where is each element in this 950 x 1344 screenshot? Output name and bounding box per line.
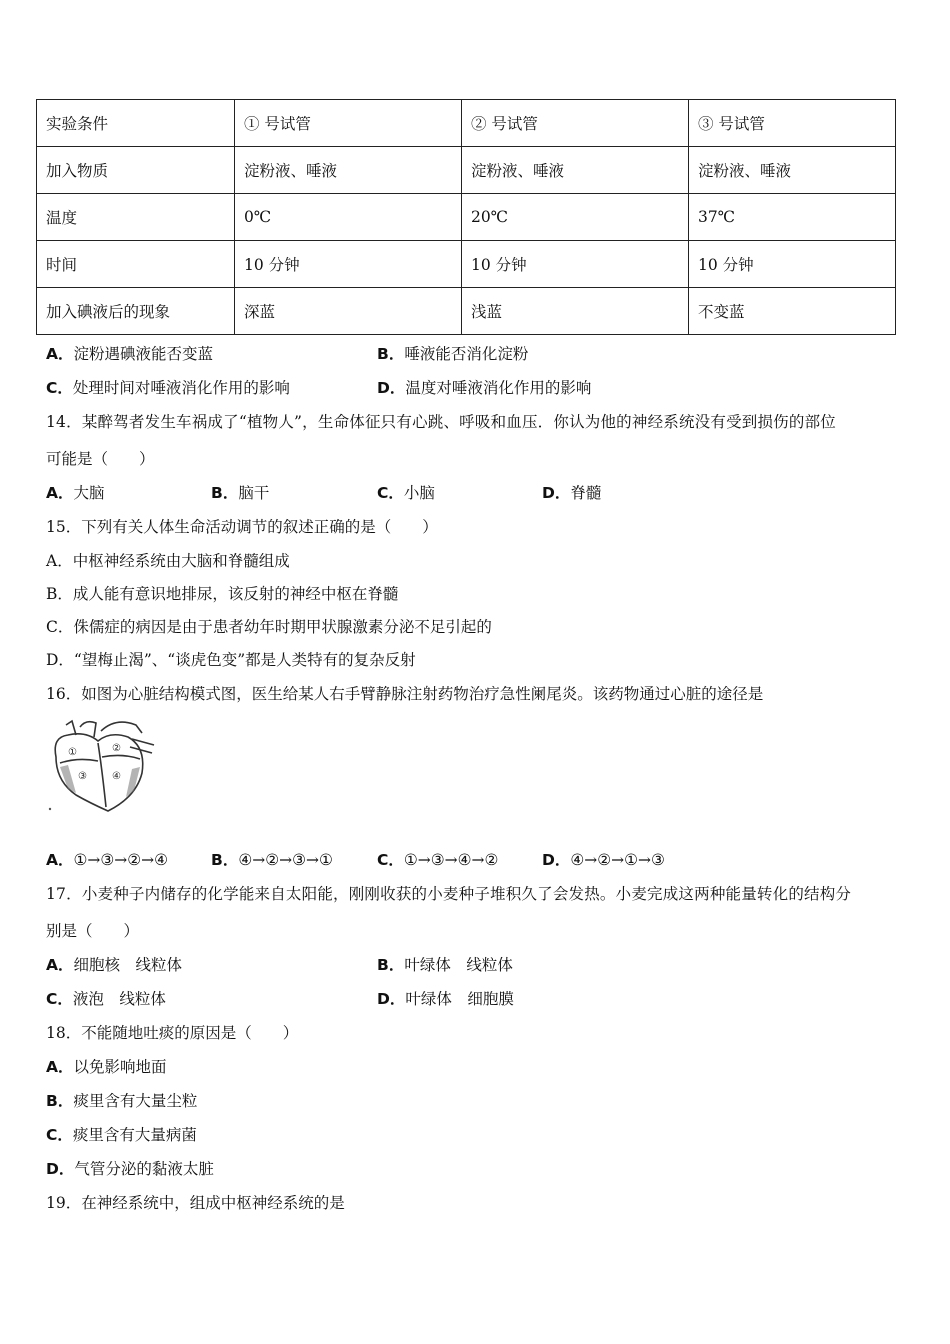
q18-option-c: C．痰里含有大量病菌 xyxy=(46,1126,197,1144)
table-cell: 淀粉液、唾液 xyxy=(462,147,689,194)
table-cell: 淀粉液、唾液 xyxy=(235,147,462,194)
table-cell: 温度 xyxy=(37,194,235,241)
experiment-table xyxy=(36,99,896,335)
heart-label-1: ① xyxy=(68,747,77,758)
table-cell: 10 分钟 xyxy=(689,241,896,288)
table-cell: 不变蓝 xyxy=(689,288,896,335)
q14-option-a: A．大脑 xyxy=(46,484,105,502)
q13-option-b: B．唾液能否消化淀粉 xyxy=(377,345,529,363)
q18-option-d: D．气管分泌的黏液太脏 xyxy=(46,1160,214,1178)
heart-label-4: ④ xyxy=(112,771,121,782)
q17-stem-line1: 17．小麦种子内储存的化学能来自太阳能，刚刚收获的小麦种子堆积久了会发热。小麦完成这两种能量转化的结构分 xyxy=(46,885,852,903)
heart-outline xyxy=(55,721,154,811)
table-cell: 深蓝 xyxy=(235,288,462,335)
table-cell: 0℃ xyxy=(235,194,462,241)
q17-option-d: D．叶绿体 细胞膜 xyxy=(377,990,514,1008)
table-cell: 实验条件 xyxy=(37,100,235,147)
table-cell: 10 分钟 xyxy=(235,241,462,288)
q17-option-c: C．液泡 线粒体 xyxy=(46,990,166,1008)
table-cell: 时间 xyxy=(37,241,235,288)
table-cell: 20℃ xyxy=(462,194,689,241)
q15-stem: 15．下列有关人体生命活动调节的叙述正确的是（ ） xyxy=(46,518,438,536)
q14-option-d: D．脊髓 xyxy=(542,484,602,502)
q14-stem-line2: 可能是（ ） xyxy=(46,450,155,468)
table-cell: 浅蓝 xyxy=(462,288,689,335)
table-row xyxy=(37,241,896,288)
q16-option-a: A．①→③→②→④ xyxy=(46,851,169,869)
table-cell: ③ 号试管 xyxy=(689,100,896,147)
table-cell: ② 号试管 xyxy=(462,100,689,147)
q18-stem: 18．不能随地吐痰的原因是（ ） xyxy=(46,1024,299,1042)
q15-option-a: A．中枢神经系统由大脑和脊髓组成 xyxy=(46,552,290,570)
q18-option-b: B．痰里含有大量尘粒 xyxy=(46,1092,198,1110)
table-row xyxy=(37,147,896,194)
q19-stem: 19．在神经系统中，组成中枢神经系统的是 xyxy=(46,1194,345,1212)
q13-option-c: C．处理时间对唾液消化作用的影响 xyxy=(46,379,290,397)
q17-option-a: A．细胞核 线粒体 xyxy=(46,956,183,974)
q16-option-c: C．①→③→④→② xyxy=(377,851,499,869)
table-cell: 10 分钟 xyxy=(462,241,689,288)
table-cell: 37℃ xyxy=(689,194,896,241)
table-header-row xyxy=(37,100,896,147)
dot-mark xyxy=(49,808,51,810)
q14-option-c: C．小脑 xyxy=(377,484,435,502)
table-cell: 加入碘液后的现象 xyxy=(37,288,235,335)
q15-option-d: D．“望梅止渴”、“谈虎色变”都是人类特有的复杂反射 xyxy=(46,651,416,669)
q17-stem-line2: 别是（ ） xyxy=(46,922,140,940)
q18-option-a: A．以免影响地面 xyxy=(46,1058,167,1076)
q16-stem: 16．如图为心脏结构模式图，医生给某人右手臂静脉注射药物治疗急性阑尾炎。该药物通过心脏的途径是 xyxy=(46,685,764,703)
heart-diagram xyxy=(46,717,161,817)
table-row xyxy=(37,194,896,241)
q16-option-b: B．④→②→③→① xyxy=(211,851,333,869)
heart-label-3: ③ xyxy=(78,771,87,782)
table-cell: 淀粉液、唾液 xyxy=(689,147,896,194)
table-cell: 加入物质 xyxy=(37,147,235,194)
heart-label-2: ② xyxy=(112,743,121,754)
q14-option-b: B．脑干 xyxy=(211,484,270,502)
table-cell: ① 号试管 xyxy=(235,100,462,147)
q13-option-d: D．温度对唾液消化作用的影响 xyxy=(377,379,592,397)
q15-option-b: B．成人能有意识地排尿，该反射的神经中枢在脊髓 xyxy=(46,585,399,603)
heart-labels xyxy=(68,743,121,782)
q14-stem-line1: 14．某醉驾者发生车祸成了“植物人”，生命体征只有心跳、呼吸和血压．你认为他的神经系统没有受到损伤的部位 xyxy=(46,413,836,431)
q13-option-a: A．淀粉遇碘液能否变蓝 xyxy=(46,345,214,363)
q16-option-d: D．④→②→①→③ xyxy=(542,851,665,869)
q15-option-c: C．侏儒症的病因是由于患者幼年时期甲状腺激素分泌不足引起的 xyxy=(46,618,492,636)
q17-option-b: B．叶绿体 线粒体 xyxy=(377,956,513,974)
table-row xyxy=(37,288,896,335)
